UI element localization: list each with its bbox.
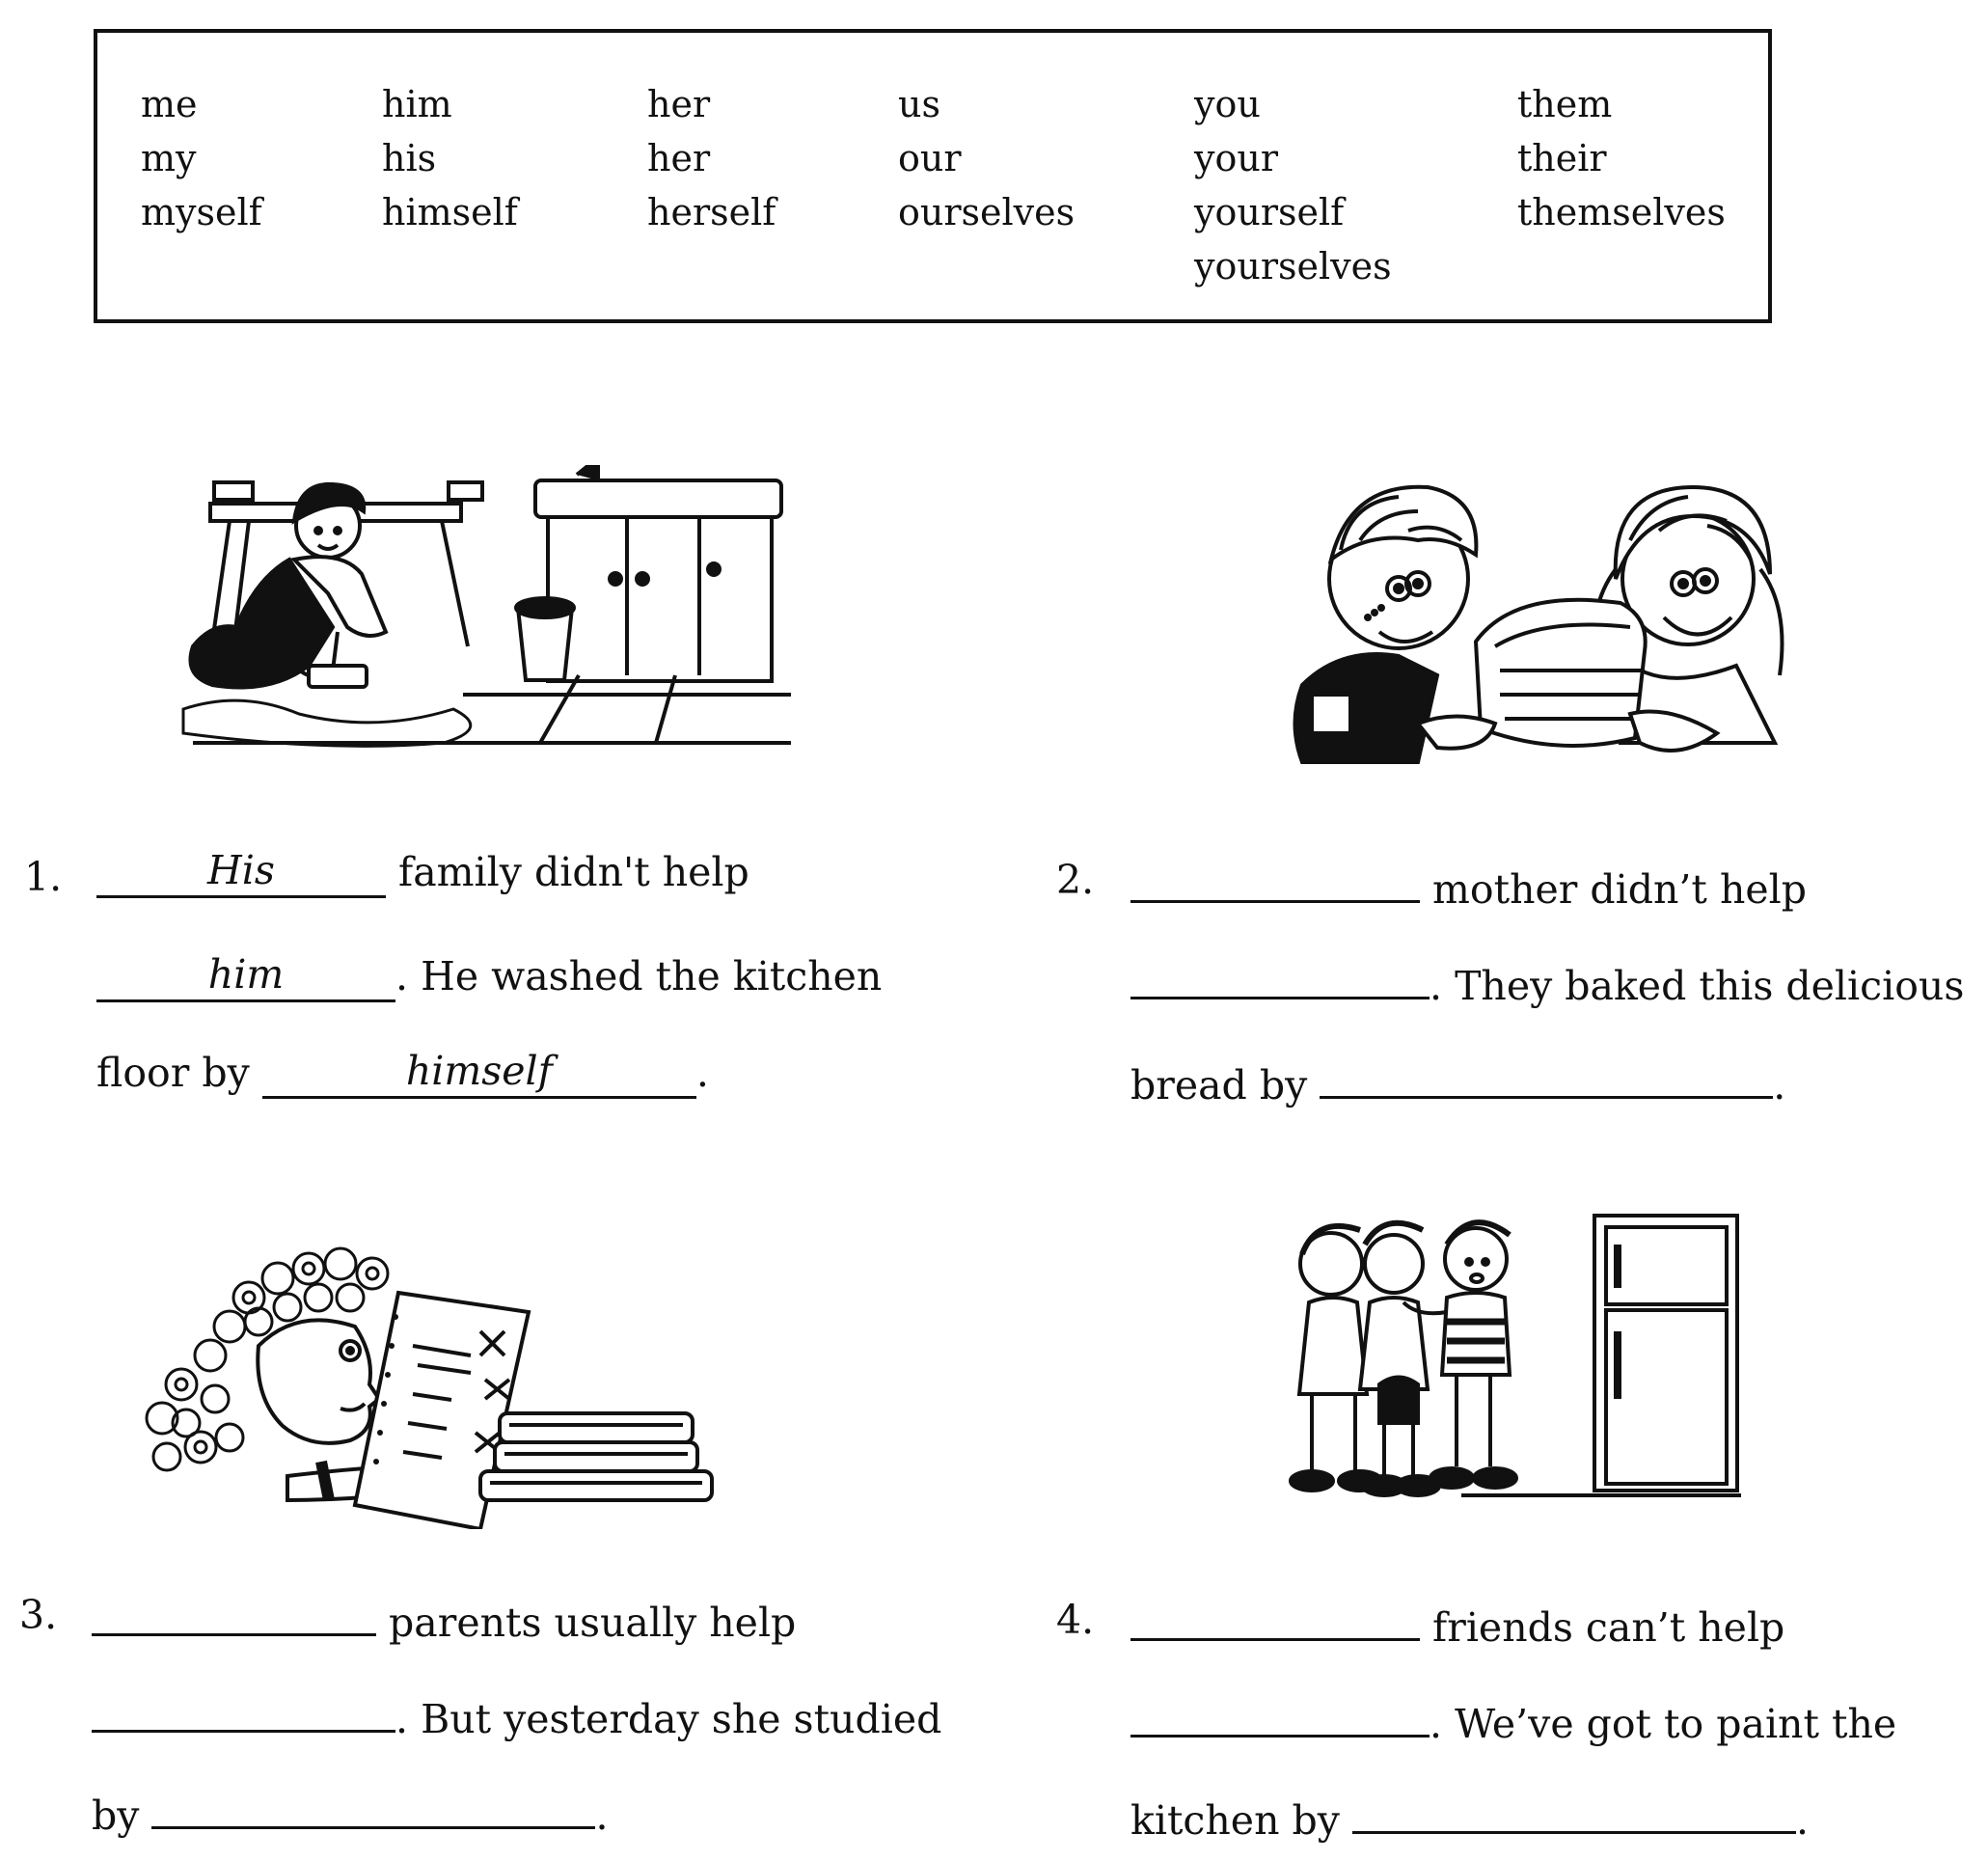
illustration-girl-studying xyxy=(143,1240,837,1529)
answer-blank[interactable] xyxy=(1130,1592,1420,1641)
word-column-me xyxy=(141,77,262,239)
answer-blank[interactable] xyxy=(96,849,386,898)
exercise-text: floor by xyxy=(96,1050,250,1096)
word: himself xyxy=(382,191,518,233)
exercise-text: . He washed the kitchen xyxy=(395,953,883,999)
exercise-line xyxy=(96,1050,709,1099)
illustration-kids-near-fridge xyxy=(1288,1206,1751,1524)
exercise-line xyxy=(1130,1688,1896,1747)
exercise-text: family didn't help xyxy=(398,849,749,895)
exercise-number: 2. xyxy=(1056,857,1095,903)
answer-blank[interactable] xyxy=(1130,950,1430,999)
word: her xyxy=(647,83,711,125)
exercise-line xyxy=(1130,1050,1785,1108)
exercise-line xyxy=(96,953,882,1002)
answer-text: His xyxy=(207,847,275,893)
answer-blank[interactable] xyxy=(1320,1050,1773,1099)
sentence-period: . xyxy=(695,1050,709,1096)
word: our xyxy=(898,137,962,179)
word: yourself xyxy=(1194,191,1345,233)
exercise-number: 1. xyxy=(24,854,63,900)
word: his xyxy=(382,137,437,179)
answer-blank[interactable] xyxy=(92,1683,395,1733)
answer-blank[interactable] xyxy=(1352,1785,1796,1834)
answer-blank[interactable] xyxy=(92,1587,376,1636)
exercise-line xyxy=(92,1780,609,1839)
answer-text: himself xyxy=(405,1048,553,1094)
illustration-kids-with-bread xyxy=(1273,473,1813,772)
word: you xyxy=(1194,83,1261,125)
exercise-text: kitchen by xyxy=(1130,1797,1340,1844)
exercise-text: . They baked this delicious xyxy=(1430,963,1965,1009)
exercise-line xyxy=(92,1683,941,1742)
exercise-number: 4. xyxy=(1056,1597,1095,1643)
word: him xyxy=(382,83,452,125)
word-column-you xyxy=(1194,77,1392,293)
word-column-her xyxy=(647,77,776,239)
word: me xyxy=(141,83,198,125)
exercise-text: by xyxy=(92,1793,140,1839)
exercise-text: friends can’t help xyxy=(1432,1604,1785,1651)
answer-blank[interactable] xyxy=(151,1780,595,1829)
word: your xyxy=(1194,137,1278,179)
word: them xyxy=(1517,83,1613,125)
word: herself xyxy=(647,191,776,233)
exercise-line xyxy=(1130,1592,1784,1651)
word: my xyxy=(141,137,197,179)
pronoun-word-box xyxy=(94,29,1772,323)
word-column-him xyxy=(382,77,518,239)
exercise-text: . But yesterday she studied xyxy=(395,1696,942,1742)
illustration-boy-washing-floor xyxy=(174,463,791,753)
exercise-line xyxy=(96,849,749,898)
exercise-text: . We’ve got to paint the xyxy=(1430,1701,1897,1747)
word: us xyxy=(898,83,940,125)
exercise-text: parents usually help xyxy=(389,1600,797,1646)
answer-text: him xyxy=(207,951,285,998)
answer-blank[interactable] xyxy=(1130,854,1420,903)
word: their xyxy=(1517,137,1607,179)
word: her xyxy=(647,137,711,179)
word: ourselves xyxy=(898,191,1076,233)
sentence-period: . xyxy=(1773,1062,1786,1108)
answer-blank[interactable] xyxy=(1130,1688,1430,1738)
answer-blank[interactable] xyxy=(96,953,395,1002)
word-column-them xyxy=(1517,77,1726,239)
exercise-line xyxy=(1130,1785,1809,1844)
exercise-text: bread by xyxy=(1130,1062,1308,1108)
exercise-line xyxy=(1130,950,1964,1009)
sentence-period: . xyxy=(1795,1797,1810,1844)
word: themselves xyxy=(1517,191,1726,233)
word-column-us xyxy=(898,77,1075,239)
word: yourselves xyxy=(1194,245,1392,287)
exercise-number: 3. xyxy=(19,1592,58,1638)
answer-blank[interactable] xyxy=(262,1050,696,1099)
exercise-line xyxy=(1130,854,1807,913)
word: myself xyxy=(141,191,262,233)
exercise-line xyxy=(92,1587,796,1646)
sentence-period: . xyxy=(595,1793,609,1839)
exercise-text: mother didn’t help xyxy=(1432,866,1807,913)
